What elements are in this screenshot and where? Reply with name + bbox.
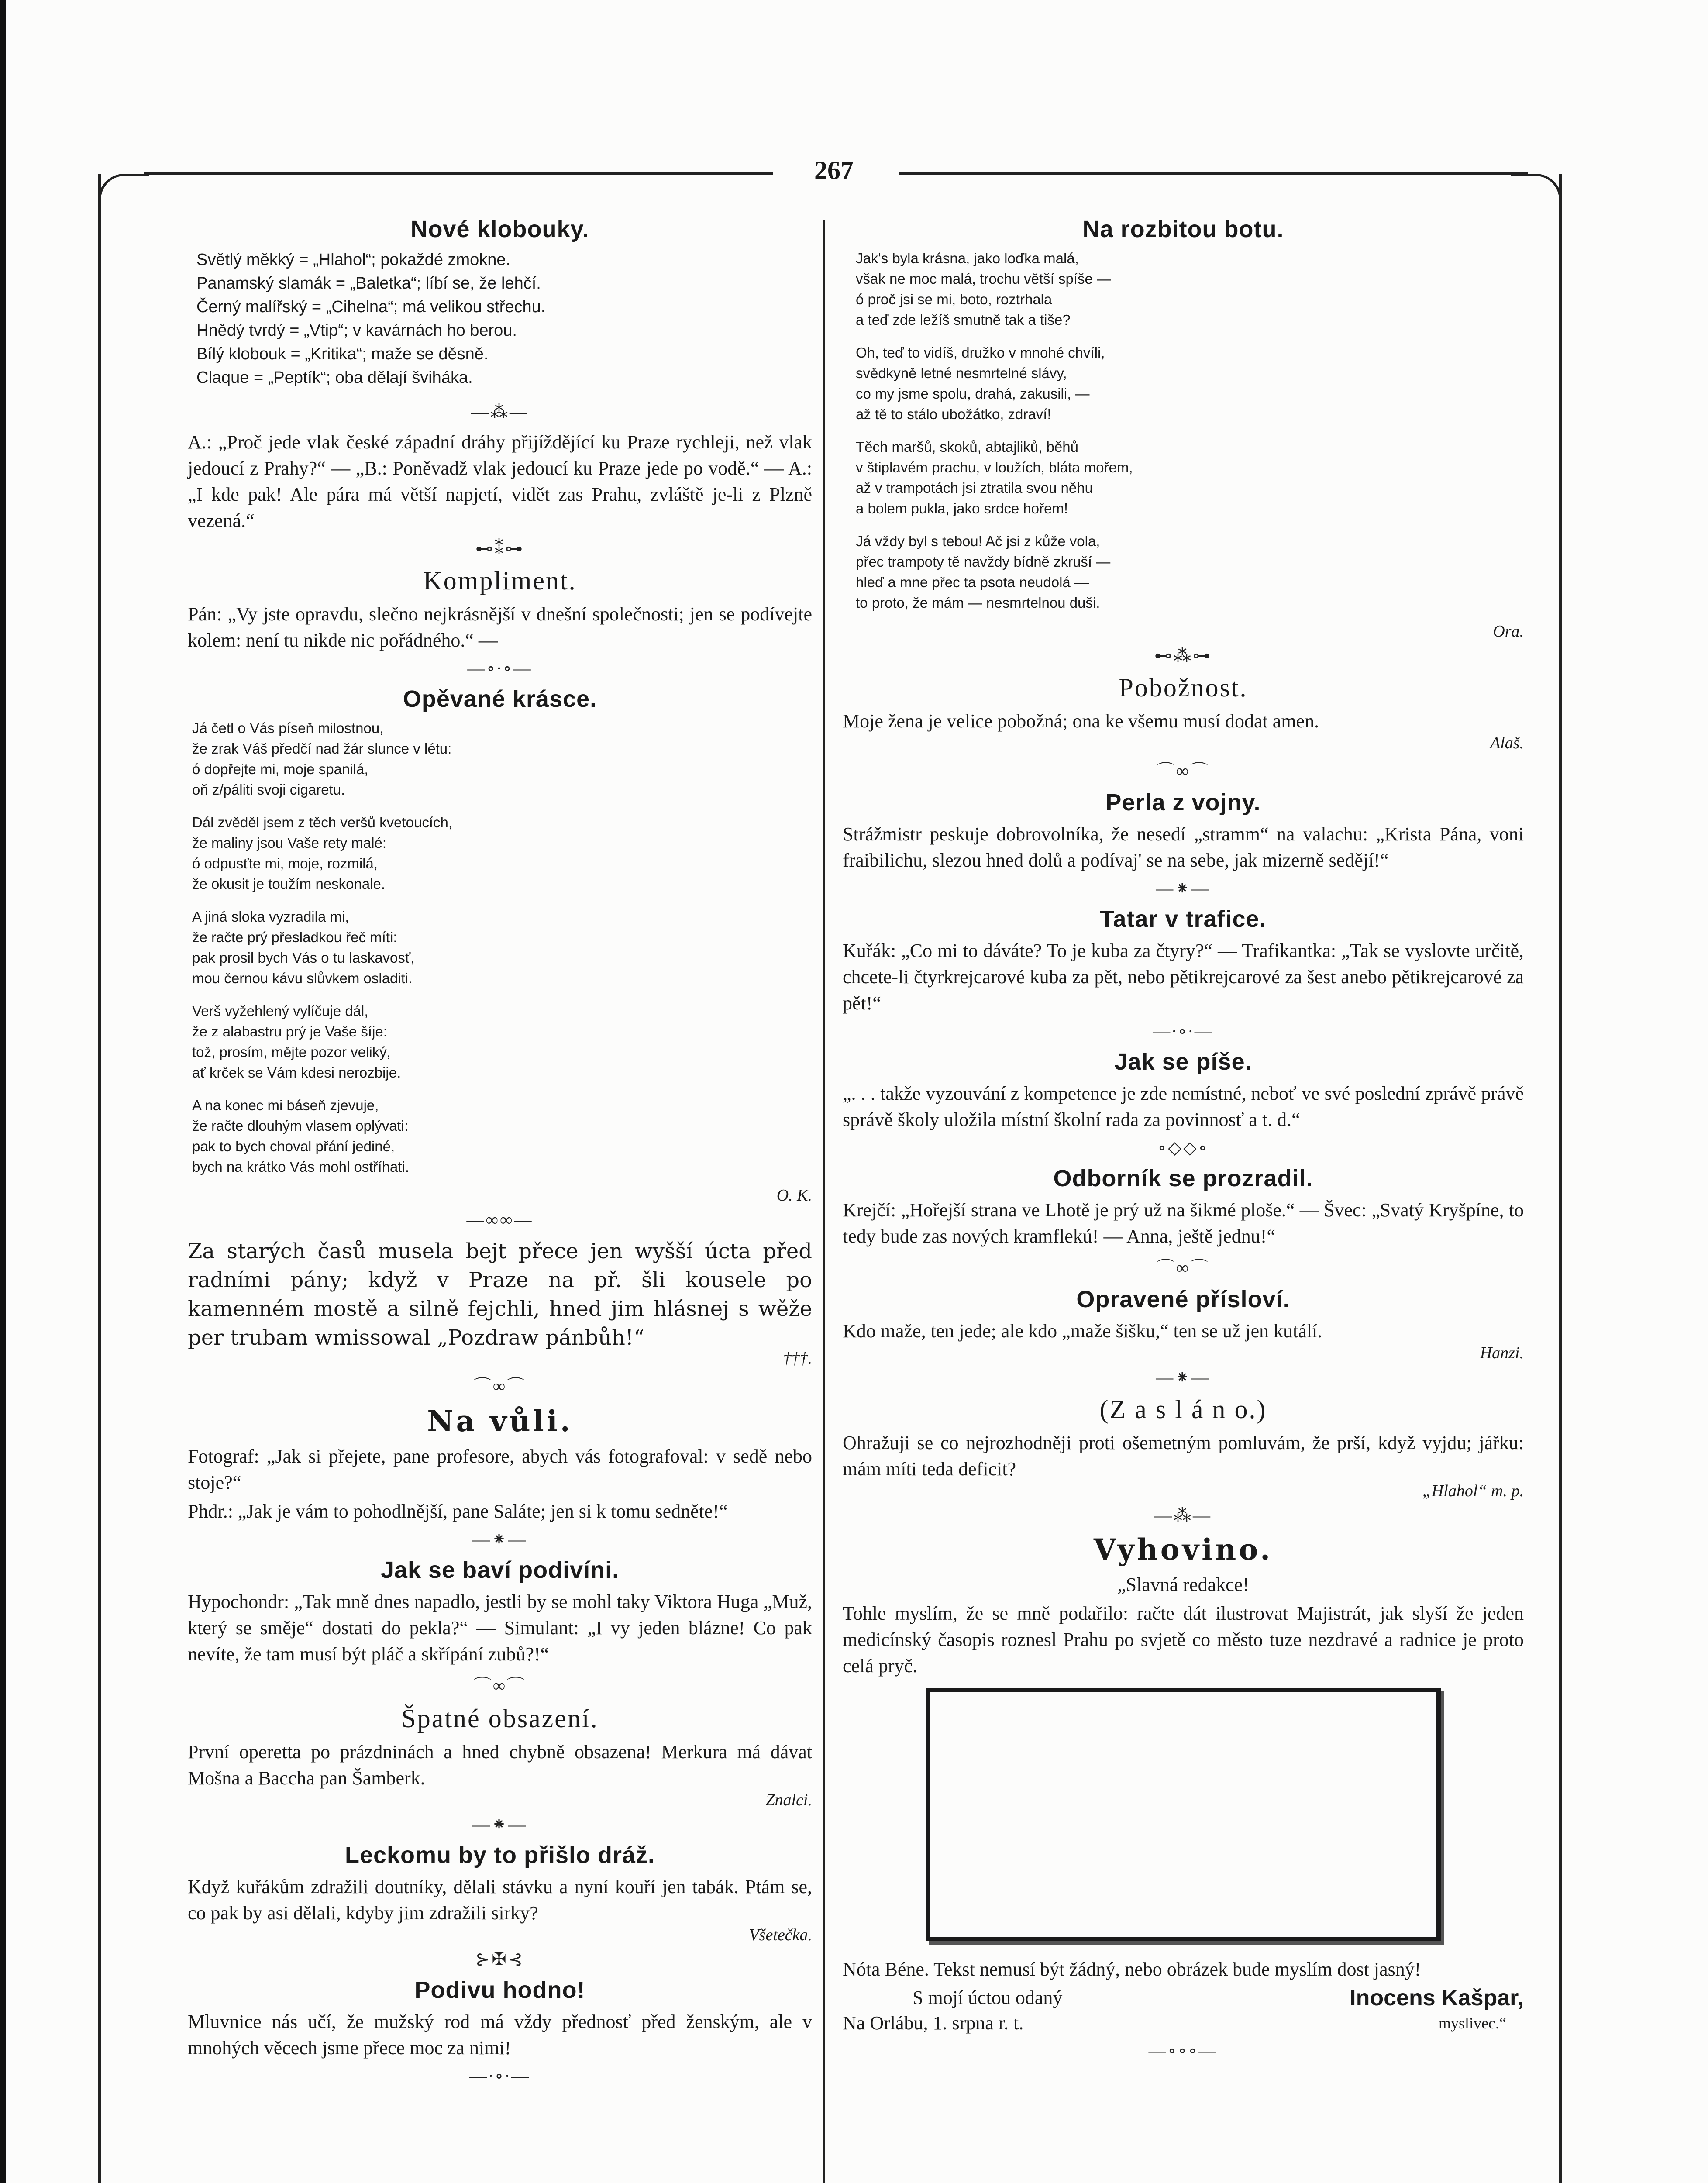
signature: Všetečka. bbox=[749, 1926, 812, 1944]
ornament: —⁕— bbox=[472, 1529, 527, 1549]
ornament: ⊷⁂⊶ bbox=[1154, 646, 1212, 665]
article-title: Na vůli. bbox=[427, 1404, 573, 1438]
article-title: Pobožnost. bbox=[1119, 673, 1248, 702]
paragraph: Phdr.: „Jak je vám to pohodlnější, pane Saláte; jen si k tomu sedněte!“ bbox=[188, 1501, 728, 1522]
ornament: ⌒∞⌒ bbox=[1157, 761, 1210, 781]
article-title: Kompliment. bbox=[423, 566, 577, 595]
paragraph: Moje žena je velice pobožná; ona ke všemu musí dodat amen. bbox=[843, 710, 1319, 732]
ornament: ⊷⁑⊶ bbox=[475, 539, 524, 558]
article-title: Nové klobouky. bbox=[410, 216, 589, 242]
verse: Verš vyžehlený vylíčuje dál, že z alabastru prý je Vaše šíje: tož, prosím, mějte pozor veliký, ať krček se Vám kdesi nerozbije. bbox=[192, 1003, 401, 1081]
signature: „Hlahol“ m. p. bbox=[1422, 1482, 1524, 1500]
ornament: ⌒∞⌒ bbox=[473, 1676, 527, 1695]
ornament: —∙∘∙— bbox=[1153, 1021, 1214, 1041]
article-title: Perla z vojny. bbox=[1105, 789, 1261, 816]
article-title: Podivu hodno! bbox=[414, 1977, 585, 2003]
article-title: Vyhovino. bbox=[1093, 1532, 1273, 1567]
ornament: ⌒∞⌒ bbox=[473, 1376, 527, 1396]
closing-line: S mojí úctou odaný bbox=[913, 1987, 1063, 2008]
paragraph: Mluvnice nás učí, že mužský rod má vždy přednosť před ženským, ale v mnohých věcech jsme přece moc za nimi! bbox=[188, 2011, 812, 2059]
article-title: Špatné obsazení. bbox=[401, 1704, 599, 1733]
verse: Já četl o Vás píseň milostnou, že zrak Váš předčí nad žár slunce v létu: ó dopřejte mi, moje spanilá, oň z/páliti svoji cigaretu. bbox=[192, 720, 452, 798]
column-divider bbox=[823, 220, 825, 2183]
paragraph: Když kuřákům zdražili doutníky, dělali stávku a nyní kouří jen tabák. Ptám se, co pak by asi dělali, kdyby jim zdražili sirky? bbox=[188, 1876, 812, 1924]
article-title: (Z a s l á n o.) bbox=[1099, 1395, 1267, 1424]
signature: Hanzi. bbox=[1480, 1344, 1524, 1362]
paragraph: Kdo maže, ten jede; ale kdo „maže šišku,“ ten se už jen kutálí. bbox=[843, 1320, 1322, 1342]
paragraph: Tohle myslím, že se mně podařilo: račte dát ilustrovat Majistrát, jak slyší že jeden medicínský časopis roznesl Prahu po svjetě co město tuze nezdravé a radnice je proto celá pryč. bbox=[843, 1603, 1524, 1677]
article-title: Na rozbitou botu. bbox=[1082, 216, 1284, 242]
article-title: Odborník se prozradil. bbox=[1053, 1165, 1313, 1191]
ornament: —⁕— bbox=[1156, 1367, 1211, 1387]
paragraph: A.: „Proč jede vlak české západní dráhy přijíždějící ku Praze rychleji, než vlak jedoucí z Prahy?“ — „B.: Poněvadž vlak jedoucí ku Praze jede po vodě.“ — A.: „I kde pak! Ale pára má větší napjetí, vidět zas Prahu, zvláště je-li z Plzně vezená.“ bbox=[188, 431, 812, 531]
empty-picture-frame bbox=[926, 1688, 1441, 1941]
verse: Já vždy byl s tebou! Ač jsi z kůže vola, přec trampoty tě navždy bídně zkruší — hleď a mne přec ta psota neudolá — to proto, že mám — nesmrtelnou duši. bbox=[856, 533, 1111, 611]
paragraph: Ohražuji se co nejrozhodněji proti ošemetným pomluvám, že prší, když vyjdu; jářku: mám míti teda deficit? bbox=[843, 1432, 1524, 1480]
ornament: —⁂— bbox=[1154, 1505, 1212, 1525]
article-title: Opravené přísloví. bbox=[1076, 1286, 1290, 1312]
closing bbox=[843, 1985, 1062, 2036]
paragraph: Strážmistr peskuje dobrovolníka, že nesedí „stramm“ na valachu: „Krista Pána, voni fraibilichu, slezou hned dolů a podívaj' se na sebe, jak mizerně sedějí!“ bbox=[843, 823, 1524, 871]
signature: †††. bbox=[783, 1349, 812, 1367]
salutation: „Slavná redakce! bbox=[1117, 1574, 1249, 1595]
ornament: —∘∘∘— bbox=[1148, 2041, 1218, 2060]
verse: A jiná sloka vyzradila mi, že račte prý přesladkou řeč míti: pak prosil bych Vás o tu laskavosť, mou černou kávu slůvkem osladiti. bbox=[192, 909, 415, 986]
ornament: ⌒∞⌒ bbox=[1157, 1258, 1210, 1277]
paragraph: Hypochondr: „Tak mně dnes napadlo, jestli by se mohl taky Viktora Huga „Muž, který se směje“ dostati do pekla?“ — Simulant: „I vy jeden blázne! Co pak nevíte, že tam musí být pláč a skřípání zubů?!“ bbox=[188, 1591, 812, 1665]
paragraph: Nóta Béne. Tekst nemusí být žádný, nebo obrázek bude myslím dost jasný! bbox=[843, 1959, 1421, 1980]
paragraph: Pán: „Vy jste opravdu, slečno nejkrásnější v dnešní společnosti; jen se podívejte kolem: není tu nikde nic pořádného.“ — bbox=[188, 603, 812, 651]
paragraph: Fotograf: „Jak si přejete, pane profesore, abych vás fotografoval: v sedě nebo stoje?“ bbox=[188, 1446, 812, 1493]
verse: Dál zvěděl jsem z těch veršů kvetoucích, že maliny jsou Vaše rety malé: ó odpusťte mi, moje, rozmilá, že okusit je toužím neskonale. bbox=[192, 814, 453, 892]
scan-edge bbox=[0, 0, 6, 2183]
article-title: Jak se baví podivíni. bbox=[380, 1557, 620, 1583]
verse: Těch maršů, skoků, abtajliků, běhů v štiplavém prachu, v loužích, bláta mořem, až v trampotách jsi ztratila svou něhu a bolem pukla, jako srdce hořem! bbox=[856, 439, 1133, 516]
image-placeholder-wrap bbox=[843, 1688, 1524, 1943]
paragraph: První operetta po prázdninách a hned chybně obsazena! Merkura má dávat Mošna a Baccha pan Šamberk. bbox=[188, 1741, 812, 1789]
ornament: —⁂— bbox=[471, 402, 529, 422]
paragraph: Kuřák: „Co mi to dáváte? To je kuba za čtyry?“ — Trafikantka: „Tak se vyslovte určitě, chcete-li čtyrkrejcarové kuba za pět, nebo pětikrejcarové za šest anebo pětikrejcarové za pět!“ bbox=[843, 940, 1524, 1014]
right-column bbox=[843, 210, 1524, 2068]
article-title: Leckomu by to přišlo dráž. bbox=[344, 1842, 655, 1868]
article-title: Jak se píše. bbox=[1114, 1049, 1252, 1075]
signer-name: Inocens Kašpar, bbox=[1350, 1985, 1524, 2011]
ornament: ⊱✠⊰ bbox=[475, 1949, 525, 1969]
article-title: Opěvané krásce. bbox=[403, 686, 597, 712]
signature: O. K. bbox=[776, 1186, 812, 1205]
ornament: ∘◇◇∘ bbox=[1157, 1138, 1209, 1157]
article-title: Tatar v trafice. bbox=[1100, 906, 1267, 932]
signature-block bbox=[843, 1985, 1524, 2036]
verse: Světlý měkký = „Hlahol“; pokaždé zmokne. Panamský slamák = „Baletka“; líbí se, že lehčí. Černý malířský = „Cihelna“; má velikou střechu. Hnědý tvrdý = „Vtip“; v kavárnách ho berou. Bílý klobouk = „Kritika“; maže se děsně. Claque = „Peptík“; oba dělají šviháka. bbox=[196, 251, 546, 387]
verse: A na konec mi báseň zjevuje, že račte dlouhým vlasem oplývati: pak to bych choval přání jediné, bych na krátko Vás mohl ostříhati. bbox=[192, 1097, 410, 1175]
ornament: —∙∘∙— bbox=[469, 2066, 530, 2086]
paragraph: „. . . takže vyzouvání z kompetence je zde nemístné, neboť ve své poslední zprávě právě správě školy uložila místní školní rada za povinnosť a t. d.“ bbox=[843, 1083, 1524, 1130]
paragraph: Krejčí: „Hořejší strana ve Lhotě je prý už na šikmé ploše.“ — Švec: „Svatý Kryšpíne, to tedy bude zas nových kramflekú! — Anna, ještě jednu!“ bbox=[843, 1199, 1524, 1247]
ornament: —⁕— bbox=[472, 1815, 527, 1834]
ornament: —∘∙∘— bbox=[467, 658, 533, 678]
ornament: —⁕— bbox=[1156, 878, 1211, 898]
verse: Oh, teď to vidíš, družko v mnohé chvíli, svědkyně letné nesmrtelné slávy, co my jsme spolu, drahá, zakusili, — až tě to stálo ubožátko, zdraví! bbox=[856, 344, 1105, 422]
signer bbox=[1350, 1985, 1524, 2036]
verse: Jak's byla krásna, jako loďka malá, však ne moc malá, trochu větší spíše — ó proč jsi se mi, boto, roztrhala a teď zde ležíš smutně tak a tiše? bbox=[856, 250, 1112, 328]
left-column bbox=[188, 210, 812, 2093]
fraktur-paragraph: Za starých časů musela bejt přece jen wyšší úcta před radními pány; když v Praze na př. šli kousele po kamenném mostě a silně fejchli, hned jim hlásnej s wěže per trubam wmissowal „Pozdraw pánbůh!“ bbox=[188, 1239, 812, 1350]
ornament: —∞∞— bbox=[466, 1210, 534, 1229]
signature: Alaš. bbox=[1490, 734, 1524, 752]
place-date: Na Orlábu, 1. srpna r. t. bbox=[843, 2012, 1024, 2034]
page-number: 267 bbox=[814, 156, 854, 185]
signer-role: myslivec.“ bbox=[1439, 2014, 1506, 2032]
signature: Znalci. bbox=[765, 1791, 812, 1809]
signature: Ora. bbox=[1493, 622, 1524, 640]
